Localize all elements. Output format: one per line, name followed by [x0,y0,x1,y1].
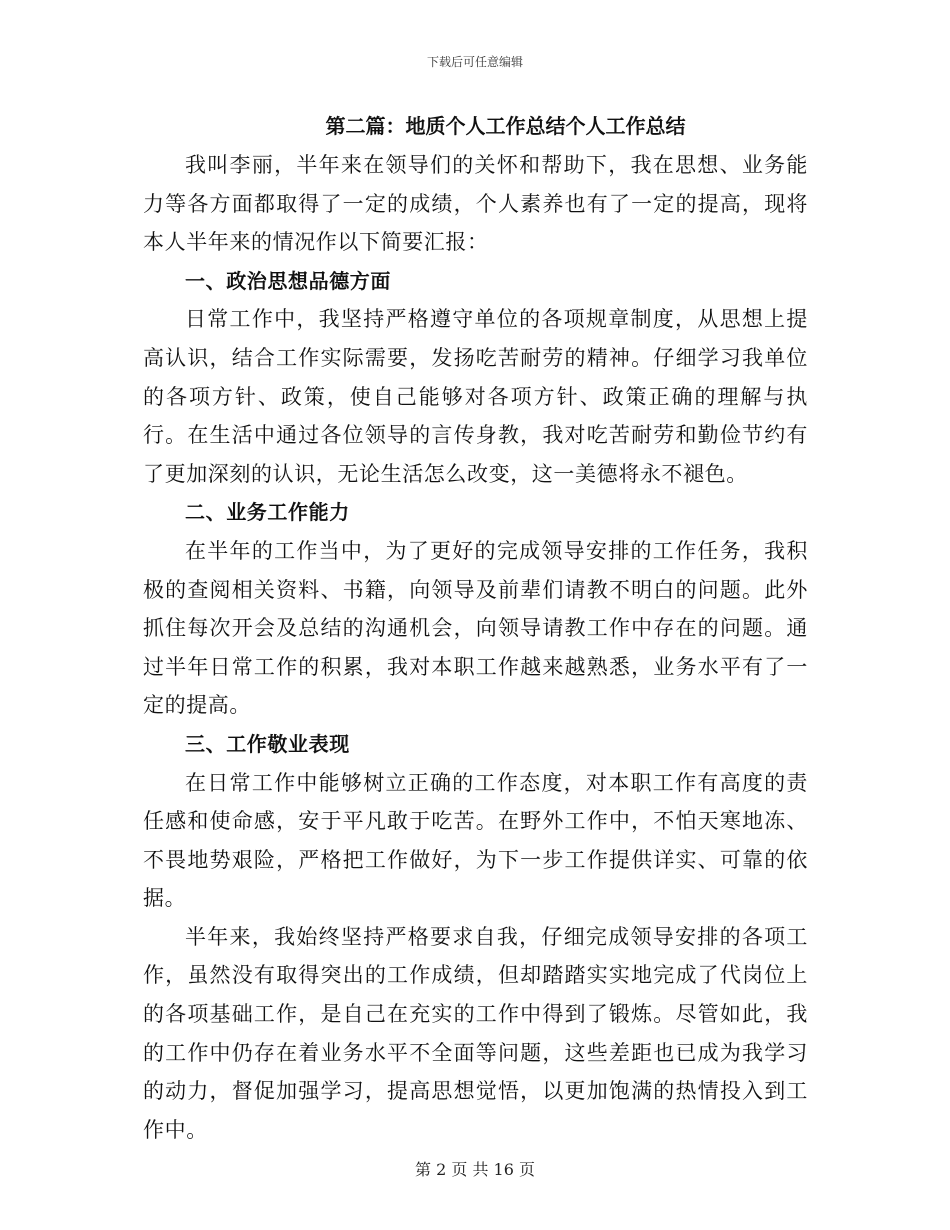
section-heading-business: 二、业务工作能力 [185,500,350,525]
document-title: 第二篇：地质个人工作总结个人工作总结 [325,114,686,138]
document-body [143,108,808,1149]
header-note: 下载后可任意编辑 [426,55,523,69]
section-heading-political: 一、政治思想品德方面 [185,268,391,293]
section-heading-dedication: 三、工作敬业表现 [185,731,350,756]
section-body-business: 在半年的工作当中，为了更好的完成领导安排的工作任务，我积极的查阅相关资料、书籍，向领导及前辈们请教不明白的问题。此外抓住每次开会及总结的沟通机会，向领导请教工作中存在的问题。通过半年日常工作的积累，我对本职工作越来越熟悉，业务水平有了一定的提高。 [143,538,808,718]
conclusion-paragraph: 半年来，我始终坚持严格要求自我，仔细完成领导安排的各项工作，虽然没有取得突出的工作成绩，但却踏踏实实地完成了代岗位上的各项基础工作，是自己在充实的工作中得到了锻炼。尽管如此，我的工作中仍存在着业务水平不全面等问题，这些差距也已成为我学习的动力，督促加强学习，提高思想觉悟，以更加饱满的热情投入到工作中。 [143,924,808,1142]
section-body-dedication: 在日常工作中能够树立正确的工作态度，对本职工作有高度的责任感和使命感，安于平凡敢于吃苦。在野外工作中，不怕天寒地冻、不畏地势艰险，严格把工作做好，为下一步工作提供详实、可靠的依据。 [143,770,808,911]
intro-paragraph: 我叫李丽，半年来在领导们的关怀和帮助下，我在思想、业务能力等各方面都取得了一定的成绩，个人素养也有了一定的提高，现将本人半年来的情况作以下简要汇报： [143,153,808,255]
section-body-political: 日常工作中，我坚持严格遵守单位的各项规章制度，从思想上提高认识，结合工作实际需要，发扬吃苦耐劳的精神。仔细学习我单位的各项方针、政策，使自己能够对各项方针、政策正确的理解与执行。在生活中通过各位领导的言传身教，我对吃苦耐劳和勤俭节约有了更加深刻的认识，无论生活怎么改变，这一美德将永不褪色。 [143,307,808,486]
page-number-footer: 第 2 页 共 16 页 [415,1160,535,1179]
